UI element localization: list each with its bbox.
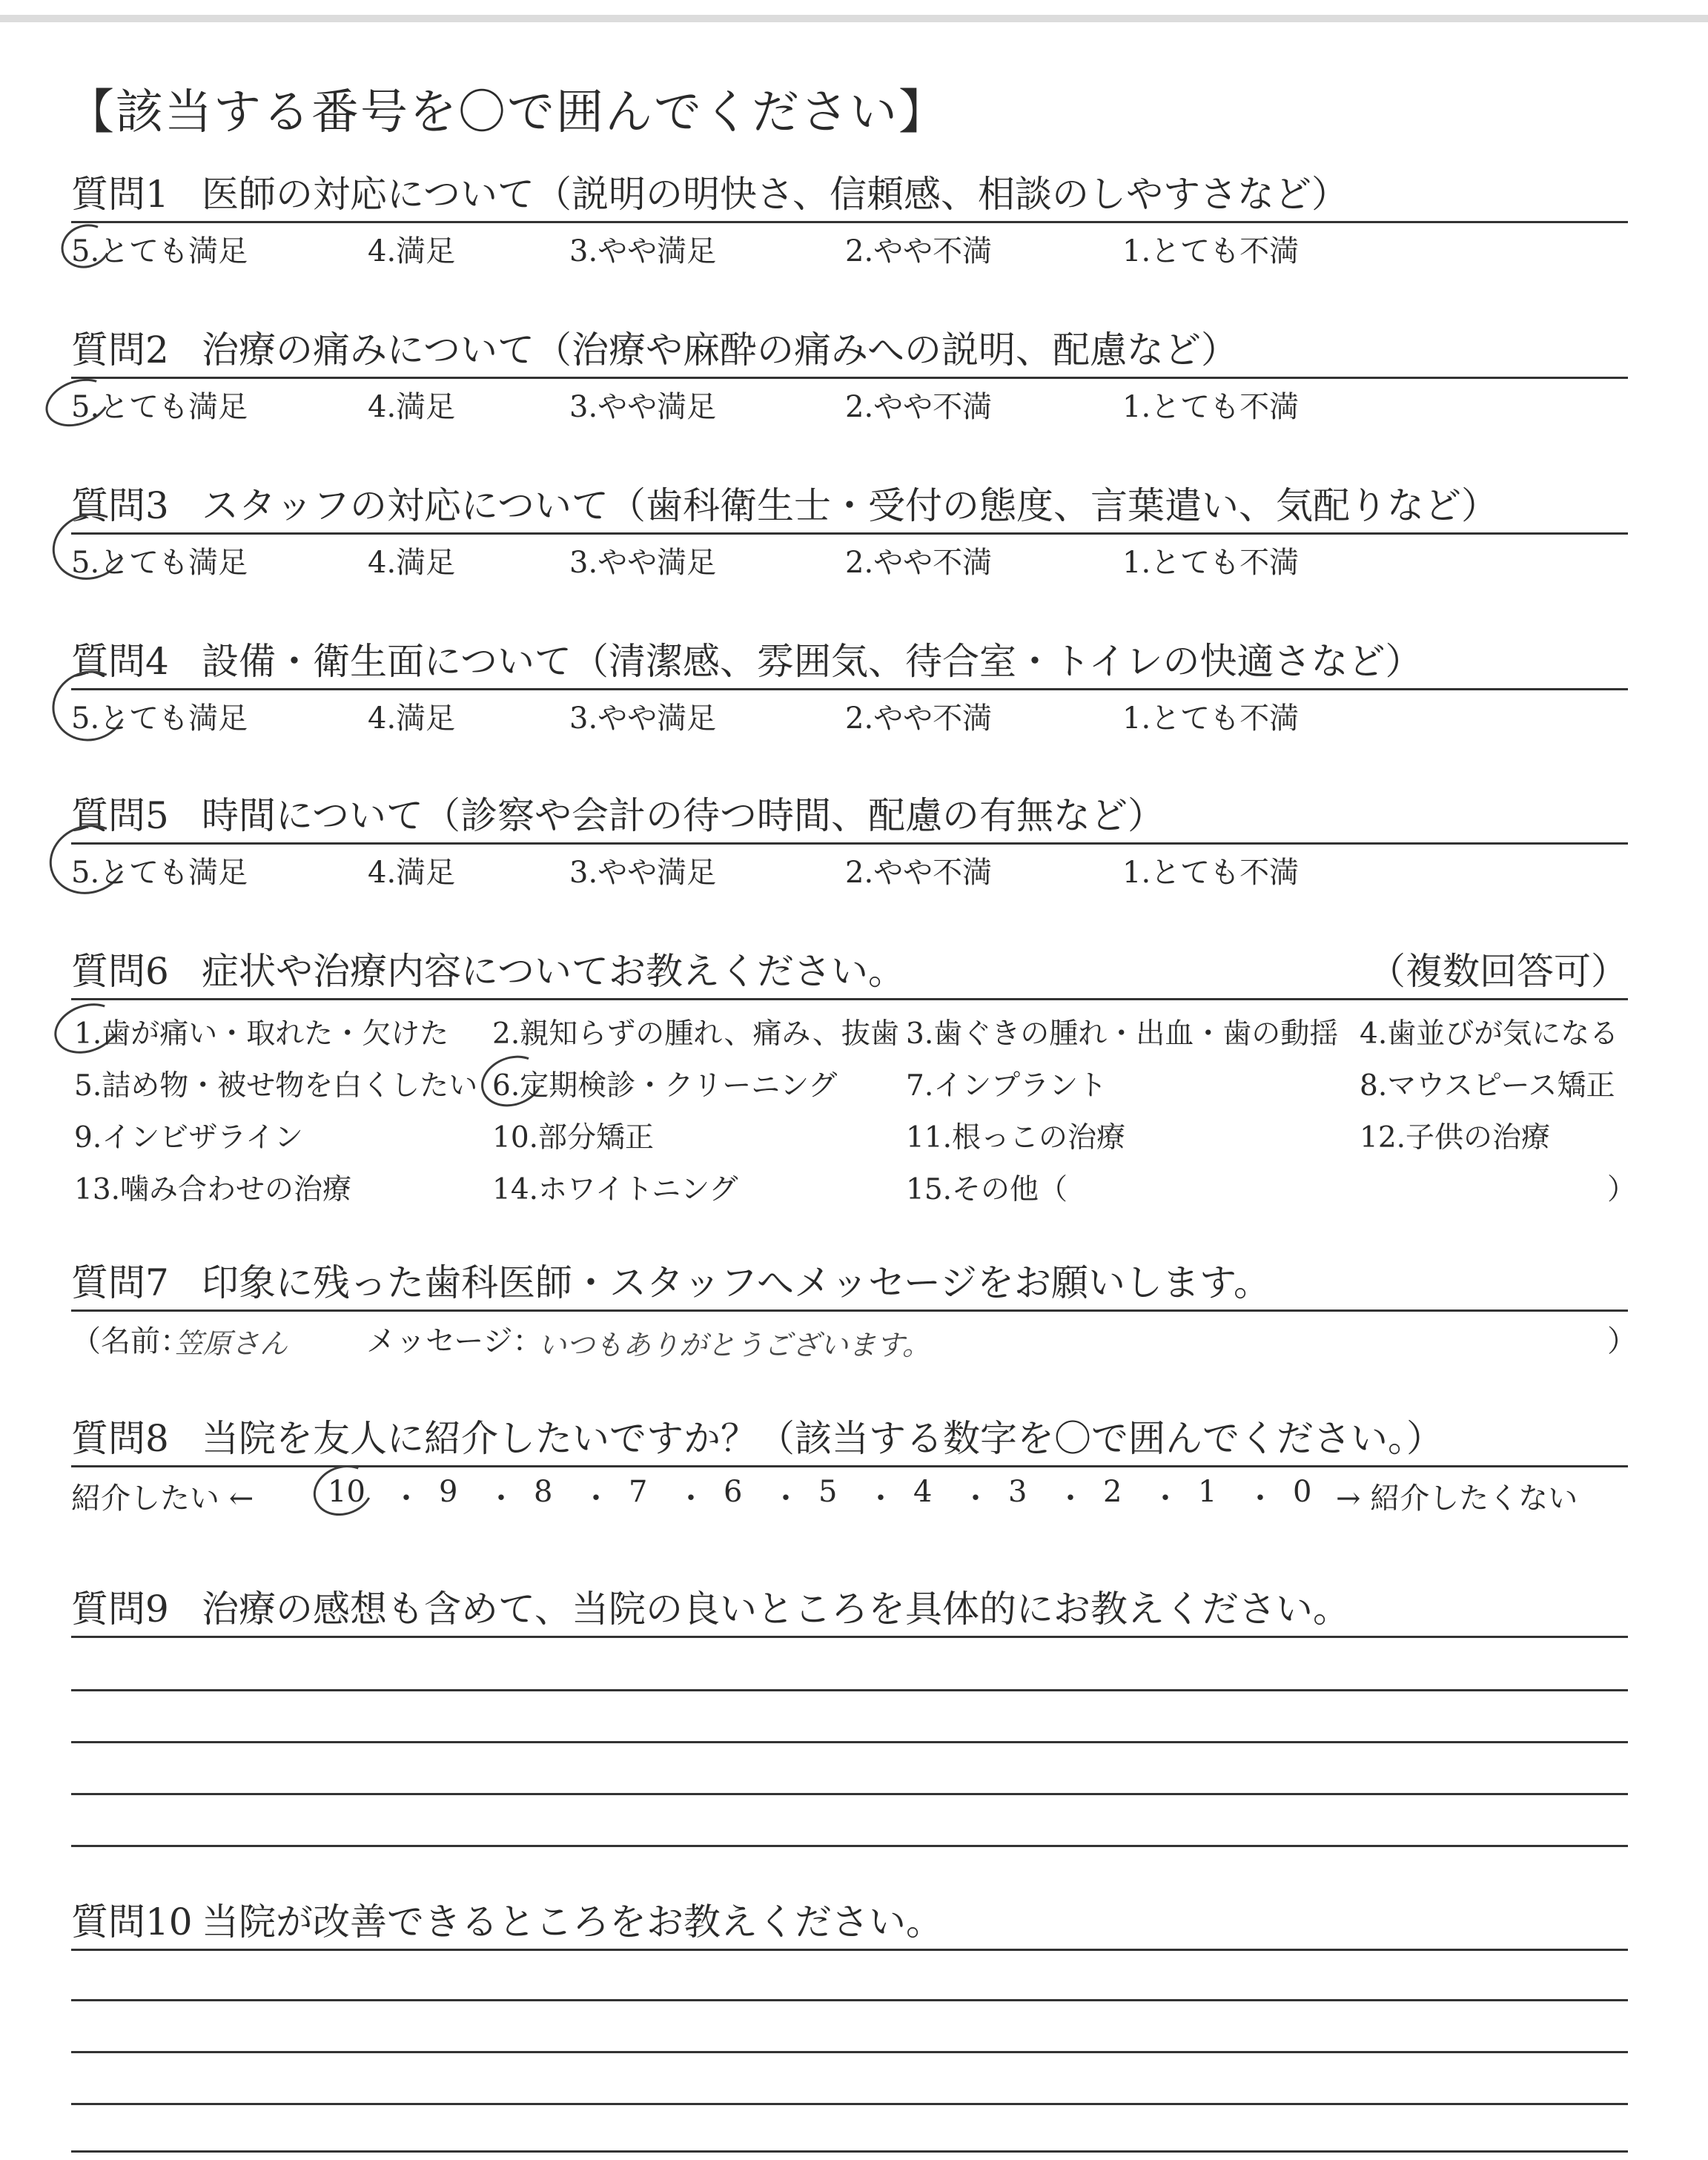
message-field[interactable]: いつもありがとうございます。 <box>538 1329 930 1361</box>
rating-option-1[interactable]: 1.とても不満 <box>1122 701 1300 736</box>
answer-line[interactable] <box>71 2103 1628 2105</box>
scale-separator: ・ <box>676 1482 706 1516</box>
multiple-answer-note: （複数回答可） <box>1368 950 1628 993</box>
rating-option-3[interactable]: 3.やや満足 <box>569 701 717 736</box>
symptom-option-4[interactable]: 4.歯並びが気になる <box>1360 1017 1619 1051</box>
question-7 <box>71 1256 1637 1364</box>
rating-options <box>71 223 1628 271</box>
rating-option-1[interactable]: 1.とても不満 <box>1122 390 1300 424</box>
scale-value-8[interactable]: 8 <box>534 1475 553 1509</box>
symptom-option-6[interactable]: 6.定期検診・クリーニング <box>492 1069 838 1103</box>
rating-option-1[interactable]: 1.とても不満 <box>1122 546 1300 580</box>
symptom-option-8[interactable]: 8.マウスピース矯正 <box>1360 1069 1615 1103</box>
rating-option-5[interactable]: 5.とても満足 <box>71 546 248 580</box>
scan-top-edge <box>0 15 1708 22</box>
question-number: 質問2 <box>71 328 169 371</box>
question-text: 医師の対応について（説明の明快さ、信頼感、相談のしやすさなど） <box>202 173 1348 216</box>
scale-left-label: 紹介したい ← <box>71 1482 254 1516</box>
symptom-option-10[interactable]: 10.部分矯正 <box>492 1121 655 1155</box>
rating-options <box>71 535 1628 582</box>
symptom-option-9[interactable]: 9.インビザライン <box>74 1121 304 1155</box>
name-field[interactable]: 笠原さん <box>175 1327 288 1360</box>
symptom-option-1[interactable]: 1.歯が痛い・取れた・欠けた <box>74 1017 449 1051</box>
question-number: 質問9 <box>71 1588 169 1631</box>
question-text: 当院が改善できるところをお教えください。 <box>202 1900 943 1943</box>
symptom-option-5[interactable]: 5.詰め物・被せ物を白くしたい <box>74 1069 478 1103</box>
question-text: 時間について（診察や会計の待つ時間、配慮の有無など） <box>202 794 1165 837</box>
rating-option-3[interactable]: 3.やや満足 <box>569 856 717 890</box>
question-number: 質問6 <box>71 950 169 993</box>
symptom-option-13[interactable]: 13.噛み合わせの治療 <box>74 1173 352 1206</box>
question-number: 質問5 <box>71 794 169 837</box>
scale-separator: ・ <box>391 1482 421 1516</box>
rating-option-5[interactable]: 5.とても満足 <box>71 701 248 736</box>
answer-line[interactable] <box>71 2051 1628 2053</box>
symptom-options <box>71 1000 1637 1215</box>
answer-line[interactable] <box>71 1845 1628 1847</box>
scale-separator: ・ <box>486 1482 516 1516</box>
symptom-option-12[interactable]: 12.子供の治療 <box>1360 1121 1551 1155</box>
rating-option-1[interactable]: 1.とても不満 <box>1122 234 1300 268</box>
scale-value-7[interactable]: 7 <box>629 1475 648 1509</box>
page-heading: 【該当する番号を〇で囲んでください】 <box>67 85 947 140</box>
rating-option-4[interactable]: 4.満足 <box>368 546 456 580</box>
question-number: 質問7 <box>71 1261 169 1304</box>
rating-option-1[interactable]: 1.とても不満 <box>1122 856 1300 890</box>
symptom-option-2[interactable]: 2.親知らずの腫れ、痛み、抜歯 <box>492 1017 899 1051</box>
symptom-option-3[interactable]: 3.歯ぐきの腫れ・出血・歯の動揺 <box>906 1017 1339 1051</box>
answer-line[interactable] <box>71 1689 1628 1691</box>
rating-option-5[interactable]: 5.とても満足 <box>71 390 248 424</box>
rating-option-2[interactable]: 2.やや不満 <box>845 856 993 890</box>
question-5 <box>71 789 1628 892</box>
rating-options <box>71 690 1628 738</box>
symptom-option-15[interactable]: 15.その他（ <box>906 1173 1068 1206</box>
question-10 <box>71 1895 1628 1951</box>
question-text: 印象に残った歯科医師・スタッフへメッセージをお願いします。 <box>202 1261 1271 1304</box>
question-1 <box>71 168 1628 271</box>
rating-option-3[interactable]: 3.やや満足 <box>569 234 717 268</box>
rating-options <box>71 379 1628 426</box>
rating-option-2[interactable]: 2.やや不満 <box>845 234 993 268</box>
rating-option-2[interactable]: 2.やや不満 <box>845 546 993 580</box>
question-number: 質問1 <box>71 173 169 216</box>
answer-line[interactable] <box>71 1793 1628 1795</box>
question-9 <box>71 1582 1628 1638</box>
scale-value-5[interactable]: 5 <box>818 1475 838 1509</box>
question-text: 治療の痛みについて（治療や麻酔の痛みへの説明、配慮など） <box>202 328 1238 371</box>
question-4 <box>71 635 1628 738</box>
recommend-scale <box>71 1467 1628 1519</box>
question-3 <box>71 479 1628 582</box>
scale-separator: ・ <box>1245 1482 1275 1516</box>
rating-option-4[interactable]: 4.満足 <box>368 390 456 424</box>
question-8 <box>71 1412 1628 1519</box>
question-text: スタッフの対応について（歯科衛生士・受付の態度、言葉遣い、気配りなど） <box>202 484 1498 527</box>
rating-option-4[interactable]: 4.満足 <box>368 234 456 268</box>
rating-option-4[interactable]: 4.満足 <box>368 701 456 736</box>
scale-value-10[interactable]: 10 <box>328 1475 365 1509</box>
message-label: メッセージ： <box>366 1324 543 1358</box>
answer-line[interactable] <box>71 1741 1628 1743</box>
scale-separator: ・ <box>961 1482 990 1516</box>
scale-separator: ・ <box>1151 1482 1180 1516</box>
rating-option-3[interactable]: 3.やや満足 <box>569 390 717 424</box>
question-number: 質問3 <box>71 484 169 527</box>
scale-separator: ・ <box>866 1482 896 1516</box>
question-text: 当院を友人に紹介したいですか？（該当する数字を〇で囲んでください。） <box>202 1417 1443 1460</box>
scale-value-9[interactable]: 9 <box>439 1475 458 1509</box>
scale-value-0[interactable]: 0 <box>1293 1475 1312 1509</box>
answer-line[interactable] <box>71 1999 1628 2001</box>
question-2 <box>71 323 1628 426</box>
name-label: （名前： <box>71 1324 190 1358</box>
rating-option-2[interactable]: 2.やや不満 <box>845 701 993 736</box>
symptom-option-14[interactable]: 14.ホワイトニング <box>492 1173 738 1206</box>
rating-option-4[interactable]: 4.満足 <box>368 856 456 890</box>
scale-value-3[interactable]: 3 <box>1008 1475 1027 1509</box>
answer-line[interactable] <box>71 2150 1628 2153</box>
rating-option-2[interactable]: 2.やや不満 <box>845 390 993 424</box>
scale-value-6[interactable]: 6 <box>724 1475 743 1509</box>
scale-separator: ・ <box>1056 1482 1085 1516</box>
message-line <box>71 1312 1637 1364</box>
rating-option-5[interactable]: 5.とても満足 <box>71 234 248 268</box>
rating-option-3[interactable]: 3.やや満足 <box>569 546 717 580</box>
question-text: 症状や治療内容についてお教えください。 <box>202 950 905 993</box>
question-number: 質問8 <box>71 1417 169 1460</box>
question-number: 質問10 <box>71 1900 193 1943</box>
rating-options <box>71 845 1628 892</box>
symptom-option-7[interactable]: 7.インプラント <box>906 1069 1108 1103</box>
rating-option-5[interactable]: 5.とても満足 <box>71 856 248 890</box>
message-close-paren: ） <box>1607 1324 1637 1358</box>
scale-separator: ・ <box>771 1482 801 1516</box>
symptom-option-11[interactable]: 11.根っこの治療 <box>906 1121 1126 1155</box>
scale-value-1[interactable]: 1 <box>1198 1475 1217 1509</box>
other-close-paren: ） <box>1607 1173 1637 1206</box>
question-number: 質問4 <box>71 640 169 683</box>
question-text: 設備・衛生面について（清潔感、雰囲気、待合室・トイレの快適さなど） <box>202 640 1423 683</box>
scale-separator: ・ <box>581 1482 611 1516</box>
scale-value-4[interactable]: 4 <box>913 1475 933 1509</box>
scale-value-2[interactable]: 2 <box>1103 1475 1122 1509</box>
scale-right-label: → 紹介したくない <box>1336 1482 1578 1516</box>
question-6 <box>71 945 1637 1215</box>
question-text: 治療の感想も含めて、当院の良いところを具体的にお教えください。 <box>202 1588 1350 1631</box>
